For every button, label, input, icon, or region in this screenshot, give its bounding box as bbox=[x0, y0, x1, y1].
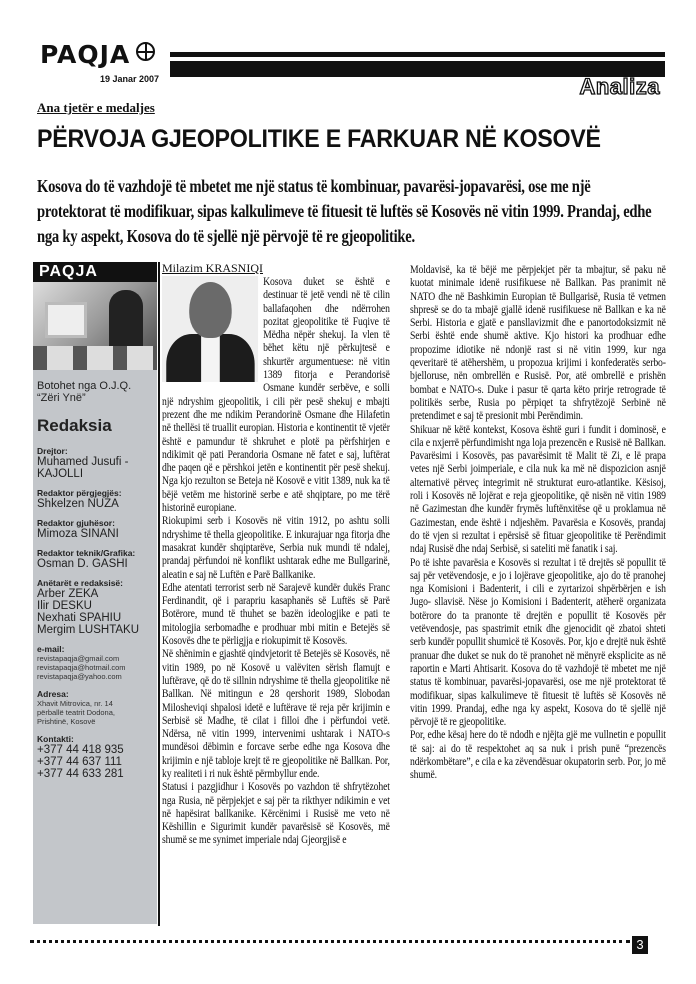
staff-name: Osman D. GASHI bbox=[37, 558, 128, 570]
email-list bbox=[37, 654, 153, 681]
staff-heading: Redaksia bbox=[37, 416, 112, 435]
paragraph: Por, edhe kësaj here do të ndodh e njëjta gjë me vullnetin e popullit të saj: ai do të respektohet aq sa nuk i prish punë “prezencës ndërkombëtare”, e cila e ka zëvendësuar okupatorin serb. Por, jo më shumë. bbox=[410, 729, 666, 782]
address-line: Prishtinë, Kosovë bbox=[37, 717, 96, 726]
author-photo bbox=[162, 276, 258, 382]
issue-date: 19 Janar 2007 bbox=[100, 74, 160, 84]
staff-name: Nexhati SPAHIU bbox=[37, 612, 122, 624]
email-label: e-mail: bbox=[37, 644, 65, 654]
phone: +377 44 637 111 bbox=[37, 756, 122, 768]
phone: +377 44 633 281 bbox=[37, 768, 124, 780]
paragraph: Moldavisë, ka të bëjë me përpjekjet për ta mbajtur, së paku në kuotat minimale idenë rusifikuese në Ballkan. Pas pranimit në NATO dhe në Bashkimin Europian të Bullgarisë, Rusia të vetmen shpresë se do ta mbajë gjallë idenë rusifikuese në Ballkan e ka në Serbi. Historia e gjatë e pansllavizmit dhe e panortodoksizmit në Serbi është ende shumë aktive. Kjo histori ka prodhuar edhe propozime idiotike në ndonjë rast si në vitin 1999, kur nga qeveritarë të atëhershëm, u propozua krijimi i konfederatës serbo-bjelloruse, nën ombrellën e Rusisë. Por, atë ombrellë e prishën bombat e NATO-s. Duke i pasur të qarta këto prirje retrograde të politikës serbe, Rusia po përpiqet ta shfrytëzojë Serbinë në pretendimet e saj të presionit mbi Perëndimin. bbox=[410, 264, 666, 423]
author-byline: Milazim KRASNIQI bbox=[162, 261, 263, 275]
phone: +377 44 418 935 bbox=[37, 744, 124, 756]
photo-shirt bbox=[201, 336, 220, 382]
staff-name: Muhamed Jusufi - KAJOLLI bbox=[37, 456, 129, 480]
article-column-2 bbox=[410, 264, 666, 783]
page-number: 3 bbox=[632, 936, 648, 954]
contact-label: Kontakti: bbox=[37, 734, 74, 744]
kicker: Ana tjetër e medaljes bbox=[37, 100, 155, 115]
sidebar-masthead-box bbox=[33, 262, 157, 924]
staff-role: Drejtor: bbox=[37, 446, 68, 456]
email: revistapaqja@gmail.com bbox=[37, 654, 120, 663]
paragraph: Edhe atentati terrorist serb në Sarajevë kundër dukës Franc Ferdinandit, që i parapriu kasaphanës së Luftës së Parë Botërore, mund të thuhet se bazën ideologjike e pati te mitologjia serbomadhe e prodhuar mbi mitin e Betejës së Kosovës dhe te përligjja e riokupimit të Kosovës. bbox=[162, 581, 390, 648]
phone-list bbox=[37, 744, 153, 780]
email: revistapaqja@yahoo.com bbox=[37, 672, 122, 681]
editorial-staff bbox=[33, 370, 157, 780]
footer-dotted-rule bbox=[30, 940, 630, 943]
cover-image bbox=[33, 282, 157, 370]
paragraph: Po të ishte pavarësia e Kosovës si rezultat i të drejtës së popullit të saj për vetëvendosje, e jo i lojërave gjeopolitike, ajo do të pranohej nga Komisioni i Badenterit, i cili e zyrtarizoi shpërbërjen e ish Jugo- sllavisë. Nëse jo Komisioni i Badenterit, atëherë organizata botërore do ta pranonte të drejtën e popullit të Kosovës për vetëvendosje, pas spastrimit etnik dhe gjenocidit që zbatoi shteti serb kundër popullit shumicë të Kosovës. Por, kjo e drejtë nuk është pranuar dhe duket se nuk do të pranohet në mënyrë eksplicite as në raportin e Marti Ahtisarit. Kosova do të vazhdojë të mbetet me një status të kombinuar, pavarësi-jopavarësi, ose me një protektorat të modifikuar, sipas kalkulimeve të fituesit të luftës së Kosovës në vitin 1999. Prandaj, edhe nga ky aspekt, Kosova do të sjellë një përvojë të re gjeopolitike. bbox=[410, 556, 666, 729]
photo-head bbox=[189, 282, 232, 338]
staff-role: Redaktor teknik/Grafika: bbox=[37, 548, 136, 558]
paragraph: Riokupimi serb i Kosovës në vitin 1912, po ashtu solli ndryshime të thella gjeopolitike. E inkurajuar nga fitorja dhe masakrat kundër shqiptarëve, Serbia nuk mundi të ndalej, prandaj përfundoi në konflikt ushtarak edhe me Bullgarinë, aleatin e saj në Luftën e Parë Ballkanike. bbox=[162, 515, 390, 581]
paragraph: Statusi i pazgjidhur i Kosovës po vazhdon të shfrytëzohet nga Rusia, në përpjekjet e saj për ta rikthyer ndikimin e vet në hapësirat ballkanike. Kërcënimi i Rusisë me veto në Këshillin e Sigurimit kundër pavarësisë së Kosovës, më shumë se me synimet imperiale ndaj Gjeorgjisë e bbox=[162, 781, 390, 847]
staff-name: Shkelzen NUZA bbox=[37, 498, 119, 510]
column-divider bbox=[158, 262, 160, 926]
header-rule-thin bbox=[170, 52, 665, 57]
cover-thumbnails bbox=[33, 346, 157, 370]
cover-monitor bbox=[45, 302, 87, 338]
address bbox=[37, 699, 153, 726]
address-line: përballë teatrit Dodona, bbox=[37, 708, 115, 717]
publisher: Botohet nga O.J.Q. “Zëri Ynë” bbox=[37, 380, 132, 404]
staff-name: Mergim LUSHTAKU bbox=[37, 624, 140, 636]
address-line: Xhavit Mitrovica, nr. 14 bbox=[37, 699, 113, 708]
staff-role: Redaktor gjuhësor: bbox=[37, 518, 115, 528]
globe-icon bbox=[136, 42, 155, 61]
staff-list bbox=[37, 446, 153, 636]
address-label: Adresa: bbox=[37, 689, 69, 699]
section-label: Analiza bbox=[579, 74, 660, 99]
email: revistapaqja@hotmail.com bbox=[37, 663, 126, 672]
staff-name: Arber ZEKA bbox=[37, 588, 99, 600]
cover-person bbox=[109, 290, 143, 350]
staff-name: Mimoza SINANI bbox=[37, 528, 119, 540]
staff-name: Ilir DESKU bbox=[37, 600, 92, 612]
paragraph: Kosova duket se është e destinuar të jetë vendi në të cilin ballafaqohen dhe ndërrohen pozitat gjeopolitike të Fuqive të Mëdha nëpër shekuj. Ia vlen të bëhet këtu një përkujtesë e shkurtër argumentuese: në vitin 1389 fitorja e Perandorisë Osmane kundër serbëve, e solli një ndryshim gjeopolitik, i cili për pesë shekuj e mbajti prezent dhe me ndikim Perandorinë Osmane dhe Hilafetin në thellësi të truallit europian. Historia e kontinentit të vjetër është e pamundur të shkruhet e plotë pa përfshirjen e ndikimit që pati Perandoria Osmane në fatet e saj, luftërat dhe paqen që e përshkoi jetën e kontinentit për pesë shekuj. Nga kjo rezulton se Beteja në Kosovë e vitit 1389, nuk ka të bëjë vetëm me historinë serbe e atë shqiptare, po me tërë historinë europiane. bbox=[162, 276, 390, 515]
article-title: PËRVOJA GJEOPOLITIKE E FARKUAR NË KOSOVË bbox=[37, 125, 601, 153]
paragraph: Shikuar në këtë kontekst, Kosova është guri i fundit i dominosë, e cila e nxjerrë përfundimisht nga loja prezencën e Rusisë në Ballkan. Pavarësimi i Kosovës, pas pavarësimit të Malit të Zi, e lë prapa vetes një Serbi joimperiale, e cila nuk ka më në dispozicion asnjë alternativë përveç integrimit në strukturat euro-atlantike. Kësisoj, roli i Kosovës në lojërat e reja gjeopolitike, që nisën në vitin 1989 në Gazimestan dhe kundër frymës luftënxitëse që u proklamua në Gazimestan, ende është i ndjeshëm. Pavarësia e Kosovës, prandaj do të vjen si rezultat i epërsisë së fituar gjeopolitike të Perëndimit ndaj Rusisë dhe ndaj Serbisë, si sateliti më fanatik i saj. bbox=[410, 423, 666, 556]
article-lead: Kosova do të vazhdojë të mbetet me një status të kombinuar, pavarësi-jopavarësi, ose me një protektorat të modifikuar, sipas kalkulimeve të fituesit të luftës së Kosovës në vitin 1999. Prandaj, edhe nga ky aspekt, Kosova do të sjellë një përvojë të re gjeopolitike. bbox=[37, 176, 652, 246]
paragraph: Në shënimin e gjashtë qindvjetorit të Betejës së Kosovës, në vitin 1989, po në Kosovë u valëviten sërish flamujt e luftërave, që do të sillnin ndryshime të thella gjeopolitike në Ballkan. Në mitingun e 28 qershorit 1989, Slobodan Milosheviqi shpalosi idetë e luftërave të reja për krijimin e Serbisë së Madhe, të cilat i filloi dhe i përfundoi vetë. Ndërsa, në vitin 1999, intervenimi ushtarak i NATO-s mundësoi dëbimin e forcave serbe edhe nga Kosova dhe krijimin e një tabloje krejt të re gjeopolitike në Ballkan. Por, ky realiteti i ri nuk është përmbyllur ende. bbox=[162, 648, 390, 780]
paqja-logo bbox=[40, 40, 155, 69]
staff-role: Anëtarët e redaksisë: bbox=[37, 578, 123, 588]
logo-text: PAQJA bbox=[40, 40, 131, 69]
article-column-1 bbox=[162, 276, 390, 848]
sidebar-logo: PAQJA bbox=[33, 262, 157, 282]
staff-role: Redaktor përgjegjës: bbox=[37, 488, 122, 498]
